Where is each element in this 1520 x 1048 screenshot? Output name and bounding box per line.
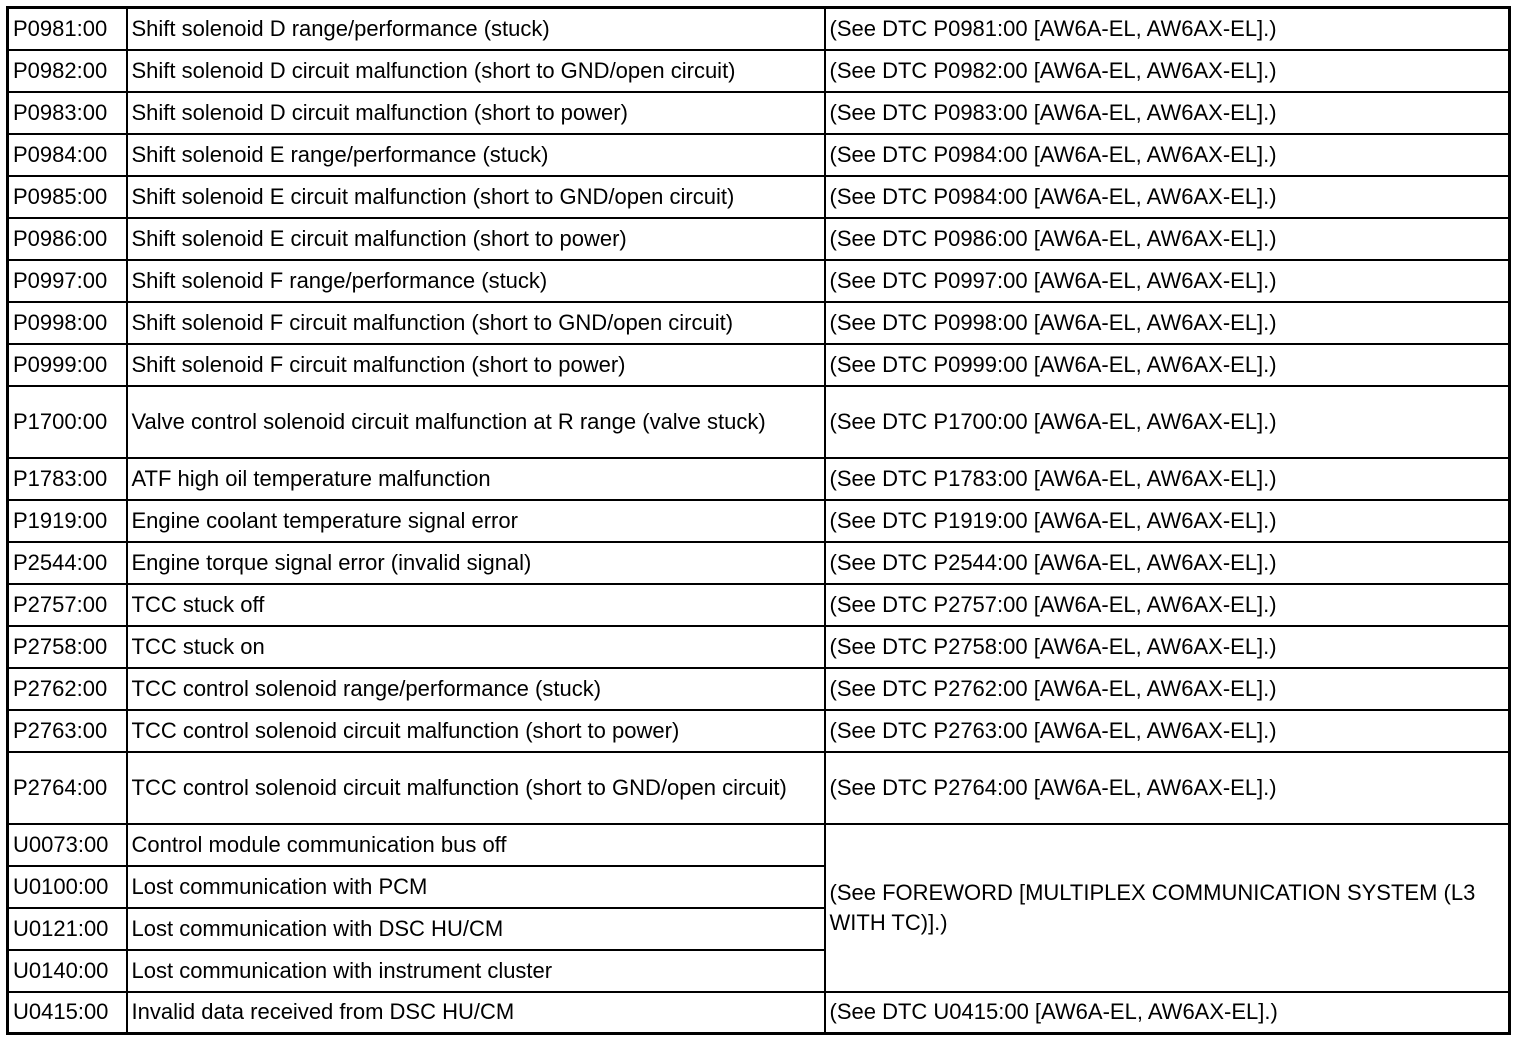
dtc-description-cell: Control module communication bus off [127, 824, 825, 866]
table-row [8, 710, 1510, 752]
table-row [8, 500, 1510, 542]
dtc-code-cell: P2757:00 [8, 584, 127, 626]
dtc-reference-cell: (See DTC P2762:00 [AW6A-EL, AW6AX-EL].) [825, 668, 1510, 710]
dtc-reference-cell: (See DTC P0999:00 [AW6A-EL, AW6AX-EL].) [825, 344, 1510, 386]
dtc-reference-cell: (See DTC P2544:00 [AW6A-EL, AW6AX-EL].) [825, 542, 1510, 584]
dtc-description-cell: TCC stuck on [127, 626, 825, 668]
dtc-description-cell: Valve control solenoid circuit malfunction at R range (valve stuck) [127, 386, 825, 458]
dtc-code-cell: P2764:00 [8, 752, 127, 824]
dtc-description-cell: Lost communication with DSC HU/CM [127, 908, 825, 950]
dtc-description-cell: Shift solenoid D circuit malfunction (short to GND/open circuit) [127, 50, 825, 92]
table-row [8, 302, 1510, 344]
dtc-code-cell: U0073:00 [8, 824, 127, 866]
dtc-reference-cell: (See DTC P2764:00 [AW6A-EL, AW6AX-EL].) [825, 752, 1510, 824]
dtc-code-cell: P2762:00 [8, 668, 127, 710]
dtc-reference-cell: (See DTC P0998:00 [AW6A-EL, AW6AX-EL].) [825, 302, 1510, 344]
dtc-code-cell: U0140:00 [8, 950, 127, 992]
dtc-description-cell: TCC control solenoid range/performance (stuck) [127, 668, 825, 710]
dtc-code-cell: P0982:00 [8, 50, 127, 92]
dtc-reference-cell: (See DTC P2757:00 [AW6A-EL, AW6AX-EL].) [825, 584, 1510, 626]
table-row [8, 386, 1510, 458]
dtc-reference-cell: (See DTC P1783:00 [AW6A-EL, AW6AX-EL].) [825, 458, 1510, 500]
dtc-description-cell: Invalid data received from DSC HU/CM [127, 992, 825, 1034]
dtc-description-cell: Shift solenoid F circuit malfunction (short to power) [127, 344, 825, 386]
dtc-reference-cell: (See DTC P0983:00 [AW6A-EL, AW6AX-EL].) [825, 92, 1510, 134]
dtc-reference-cell: (See DTC P0984:00 [AW6A-EL, AW6AX-EL].) [825, 176, 1510, 218]
table-row [8, 344, 1510, 386]
dtc-code-cell: P2758:00 [8, 626, 127, 668]
dtc-reference-cell: (See DTC P0986:00 [AW6A-EL, AW6AX-EL].) [825, 218, 1510, 260]
dtc-code-cell: P0998:00 [8, 302, 127, 344]
dtc-reference-cell: (See DTC P2758:00 [AW6A-EL, AW6AX-EL].) [825, 626, 1510, 668]
table-row [8, 134, 1510, 176]
dtc-reference-cell: (See DTC P0997:00 [AW6A-EL, AW6AX-EL].) [825, 260, 1510, 302]
dtc-description-cell: Shift solenoid D range/performance (stuck) [127, 8, 825, 50]
dtc-description-cell: TCC stuck off [127, 584, 825, 626]
dtc-code-cell: P2544:00 [8, 542, 127, 584]
dtc-table [6, 6, 1511, 1035]
table-row [8, 626, 1510, 668]
dtc-description-cell: Shift solenoid F range/performance (stuck) [127, 260, 825, 302]
dtc-reference-cell: (See DTC P0981:00 [AW6A-EL, AW6AX-EL].) [825, 8, 1510, 50]
dtc-code-cell: P0999:00 [8, 344, 127, 386]
dtc-reference-cell: (See DTC P0982:00 [AW6A-EL, AW6AX-EL].) [825, 50, 1510, 92]
table-row [8, 92, 1510, 134]
dtc-description-cell: Lost communication with instrument cluster [127, 950, 825, 992]
dtc-reference-cell: (See DTC P1919:00 [AW6A-EL, AW6AX-EL].) [825, 500, 1510, 542]
dtc-code-cell: P1783:00 [8, 458, 127, 500]
dtc-reference-cell: (See DTC P2763:00 [AW6A-EL, AW6AX-EL].) [825, 710, 1510, 752]
dtc-code-cell: P2763:00 [8, 710, 127, 752]
dtc-code-cell: P1919:00 [8, 500, 127, 542]
dtc-code-cell: U0121:00 [8, 908, 127, 950]
table-row [8, 218, 1510, 260]
table-row [8, 992, 1510, 1034]
dtc-description-cell: ATF high oil temperature malfunction [127, 458, 825, 500]
table-row [8, 8, 1510, 50]
dtc-code-cell: P0985:00 [8, 176, 127, 218]
table-row [8, 542, 1510, 584]
table-row [8, 458, 1510, 500]
dtc-reference-cell: (See DTC P1700:00 [AW6A-EL, AW6AX-EL].) [825, 386, 1510, 458]
dtc-description-cell: Shift solenoid E circuit malfunction (short to power) [127, 218, 825, 260]
dtc-code-cell: P0997:00 [8, 260, 127, 302]
dtc-code-cell: P0983:00 [8, 92, 127, 134]
dtc-code-cell: P0981:00 [8, 8, 127, 50]
dtc-description-cell: TCC control solenoid circuit malfunction (short to power) [127, 710, 825, 752]
table-row [8, 260, 1510, 302]
dtc-code-cell: U0100:00 [8, 866, 127, 908]
dtc-description-cell: TCC control solenoid circuit malfunction (short to GND/open circuit) [127, 752, 825, 824]
dtc-description-cell: Engine torque signal error (invalid signal) [127, 542, 825, 584]
dtc-reference-cell: (See DTC U0415:00 [AW6A-EL, AW6AX-EL].) [825, 992, 1510, 1034]
dtc-description-cell: Shift solenoid E range/performance (stuck) [127, 134, 825, 176]
dtc-code-cell: P0984:00 [8, 134, 127, 176]
dtc-description-cell: Engine coolant temperature signal error [127, 500, 825, 542]
table-row [8, 668, 1510, 710]
dtc-code-cell: P0986:00 [8, 218, 127, 260]
dtc-code-cell: P1700:00 [8, 386, 127, 458]
dtc-reference-cell: (See FOREWORD [MULTIPLEX COMMUNICATION SYSTEM (L3 WITH TC)].) [825, 824, 1510, 992]
table-row [8, 752, 1510, 824]
dtc-description-cell: Shift solenoid F circuit malfunction (short to GND/open circuit) [127, 302, 825, 344]
dtc-code-cell: U0415:00 [8, 992, 127, 1034]
table-row [8, 50, 1510, 92]
table-row [8, 176, 1510, 218]
dtc-reference-cell: (See DTC P0984:00 [AW6A-EL, AW6AX-EL].) [825, 134, 1510, 176]
dtc-description-cell: Shift solenoid E circuit malfunction (short to GND/open circuit) [127, 176, 825, 218]
table-row [8, 824, 1510, 866]
dtc-description-cell: Shift solenoid D circuit malfunction (short to power) [127, 92, 825, 134]
table-row [8, 584, 1510, 626]
dtc-description-cell: Lost communication with PCM [127, 866, 825, 908]
